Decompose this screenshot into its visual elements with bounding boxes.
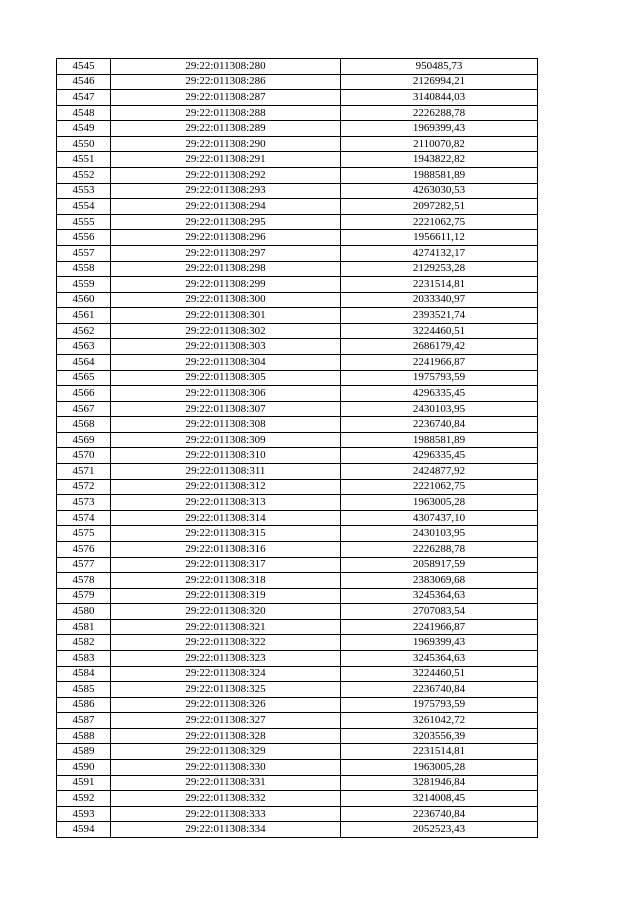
cadastral-value-cell: 3261042,72	[341, 713, 538, 729]
row-number-cell: 4551	[57, 152, 111, 168]
cadastral-number-cell: 29:22:011308:308	[111, 417, 341, 433]
cadastral-number-cell: 29:22:011308:316	[111, 541, 341, 557]
cadastral-value-cell: 1988581,89	[341, 432, 538, 448]
cadastral-number-cell: 29:22:011308:292	[111, 168, 341, 184]
cadastral-number-cell: 29:22:011308:320	[111, 604, 341, 620]
row-number-cell: 4573	[57, 495, 111, 511]
cadastral-value-cell: 4296335,45	[341, 448, 538, 464]
cadastral-number-cell: 29:22:011308:310	[111, 448, 341, 464]
cadastral-number-cell: 29:22:011308:314	[111, 510, 341, 526]
table-row	[57, 464, 538, 480]
table-row	[57, 214, 538, 230]
cadastral-value-cell: 2221062,75	[341, 479, 538, 495]
row-number-cell: 4565	[57, 370, 111, 386]
table-row	[57, 136, 538, 152]
cadastral-number-cell: 29:22:011308:307	[111, 401, 341, 417]
cadastral-value-cell: 4296335,45	[341, 386, 538, 402]
row-number-cell: 4592	[57, 791, 111, 807]
table-row	[57, 308, 538, 324]
table-row	[57, 323, 538, 339]
cadastral-value-cell: 2236740,84	[341, 417, 538, 433]
table-row	[57, 261, 538, 277]
row-number-cell: 4590	[57, 760, 111, 776]
row-number-cell: 4589	[57, 744, 111, 760]
table-row	[57, 168, 538, 184]
cadastral-value-cell: 3203556,39	[341, 728, 538, 744]
row-number-cell: 4567	[57, 401, 111, 417]
cadastral-value-cell: 2058917,59	[341, 557, 538, 573]
cadastral-number-cell: 29:22:011308:301	[111, 308, 341, 324]
row-number-cell: 4585	[57, 682, 111, 698]
cadastral-value-cell: 3140844,03	[341, 90, 538, 106]
table-row	[57, 541, 538, 557]
cadastral-value-cell: 2707083,54	[341, 604, 538, 620]
cadastral-value-cell: 1943822,82	[341, 152, 538, 168]
row-number-cell: 4550	[57, 136, 111, 152]
table-row	[57, 573, 538, 589]
row-number-cell: 4547	[57, 90, 111, 106]
table-row	[57, 682, 538, 698]
cadastral-value-cell: 1975793,59	[341, 697, 538, 713]
table-row	[57, 339, 538, 355]
row-number-cell: 4546	[57, 74, 111, 90]
cadastral-number-cell: 29:22:011308:324	[111, 666, 341, 682]
row-number-cell: 4564	[57, 354, 111, 370]
table-row	[57, 59, 538, 75]
cadastral-value-cell: 2231514,81	[341, 277, 538, 293]
cadastral-number-cell: 29:22:011308:290	[111, 136, 341, 152]
cadastral-number-cell: 29:22:011308:311	[111, 464, 341, 480]
cadastral-number-cell: 29:22:011308:298	[111, 261, 341, 277]
cadastral-value-cell: 4274132,17	[341, 245, 538, 261]
row-number-cell: 4582	[57, 635, 111, 651]
cadastral-number-cell: 29:22:011308:280	[111, 59, 341, 75]
table-row	[57, 760, 538, 776]
table-row	[57, 401, 538, 417]
table-row	[57, 510, 538, 526]
row-number-cell: 4549	[57, 121, 111, 137]
cadastral-number-cell: 29:22:011308:296	[111, 230, 341, 246]
cadastral-value-cell: 3224460,51	[341, 323, 538, 339]
table-row	[57, 479, 538, 495]
table-row	[57, 74, 538, 90]
row-number-cell: 4570	[57, 448, 111, 464]
cadastral-value-cell: 2430103,95	[341, 401, 538, 417]
cadastral-value-cell: 2129253,28	[341, 261, 538, 277]
cadastral-value-cell: 1969399,43	[341, 635, 538, 651]
table-row	[57, 199, 538, 215]
row-number-cell: 4545	[57, 59, 111, 75]
cadastral-value-cell: 3214008,45	[341, 791, 538, 807]
cadastral-value-cell: 1956611,12	[341, 230, 538, 246]
row-number-cell: 4571	[57, 464, 111, 480]
row-number-cell: 4556	[57, 230, 111, 246]
table-row	[57, 604, 538, 620]
table-body	[57, 59, 538, 838]
cadastral-value-cell: 2241966,87	[341, 354, 538, 370]
cadastral-value-cell: 2241966,87	[341, 619, 538, 635]
table-row	[57, 277, 538, 293]
row-number-cell: 4563	[57, 339, 111, 355]
row-number-cell: 4578	[57, 573, 111, 589]
row-number-cell: 4562	[57, 323, 111, 339]
row-number-cell: 4572	[57, 479, 111, 495]
cadastral-number-cell: 29:22:011308:315	[111, 526, 341, 542]
row-number-cell: 4587	[57, 713, 111, 729]
row-number-cell: 4577	[57, 557, 111, 573]
cadastral-number-cell: 29:22:011308:289	[111, 121, 341, 137]
cadastral-number-cell: 29:22:011308:300	[111, 292, 341, 308]
row-number-cell: 4588	[57, 728, 111, 744]
cadastral-number-cell: 29:22:011308:294	[111, 199, 341, 215]
cadastral-value-cell: 2126994,21	[341, 74, 538, 90]
cadastral-number-cell: 29:22:011308:319	[111, 588, 341, 604]
cadastral-value-cell: 950485,73	[341, 59, 538, 75]
cadastral-value-cell: 2686179,42	[341, 339, 538, 355]
table-row	[57, 526, 538, 542]
table-row	[57, 588, 538, 604]
cadastral-number-cell: 29:22:011308:326	[111, 697, 341, 713]
row-number-cell: 4584	[57, 666, 111, 682]
cadastral-number-cell: 29:22:011308:303	[111, 339, 341, 355]
cadastral-number-cell: 29:22:011308:331	[111, 775, 341, 791]
cadastral-value-cell: 3245364,63	[341, 588, 538, 604]
cadastral-number-cell: 29:22:011308:334	[111, 822, 341, 838]
cadastral-value-cell: 2393521,74	[341, 308, 538, 324]
cadastral-number-cell: 29:22:011308:317	[111, 557, 341, 573]
cadastral-value-cell: 2236740,84	[341, 682, 538, 698]
table-row	[57, 370, 538, 386]
cadastral-number-cell: 29:22:011308:304	[111, 354, 341, 370]
cadastral-number-cell: 29:22:011308:297	[111, 245, 341, 261]
table-row	[57, 744, 538, 760]
table-row	[57, 822, 538, 838]
table-row	[57, 245, 538, 261]
cadastral-number-cell: 29:22:011308:293	[111, 183, 341, 199]
cadastral-value-cell: 2226288,78	[341, 541, 538, 557]
table-row	[57, 432, 538, 448]
cadastral-number-cell: 29:22:011308:327	[111, 713, 341, 729]
table-row	[57, 619, 538, 635]
table-row	[57, 713, 538, 729]
row-number-cell: 4548	[57, 105, 111, 121]
cadastral-number-cell: 29:22:011308:323	[111, 650, 341, 666]
table-row	[57, 806, 538, 822]
row-number-cell: 4591	[57, 775, 111, 791]
table-row	[57, 448, 538, 464]
row-number-cell: 4586	[57, 697, 111, 713]
row-number-cell: 4569	[57, 432, 111, 448]
row-number-cell: 4560	[57, 292, 111, 308]
table-row	[57, 121, 538, 137]
row-number-cell: 4593	[57, 806, 111, 822]
row-number-cell: 4580	[57, 604, 111, 620]
row-number-cell: 4558	[57, 261, 111, 277]
cadastral-value-cell: 1975793,59	[341, 370, 538, 386]
table-row	[57, 354, 538, 370]
cadastral-number-cell: 29:22:011308:288	[111, 105, 341, 121]
row-number-cell: 4575	[57, 526, 111, 542]
cadastral-value-cell: 2430103,95	[341, 526, 538, 542]
cadastral-number-cell: 29:22:011308:309	[111, 432, 341, 448]
row-number-cell: 4553	[57, 183, 111, 199]
cadastral-number-cell: 29:22:011308:302	[111, 323, 341, 339]
cadastral-value-cell: 3224460,51	[341, 666, 538, 682]
row-number-cell: 4566	[57, 386, 111, 402]
cadastral-number-cell: 29:22:011308:291	[111, 152, 341, 168]
table-row	[57, 183, 538, 199]
cadastral-number-cell: 29:22:011308:325	[111, 682, 341, 698]
cadastral-number-cell: 29:22:011308:313	[111, 495, 341, 511]
cadastral-value-cell: 2033340,97	[341, 292, 538, 308]
cadastral-value-cell: 2236740,84	[341, 806, 538, 822]
row-number-cell: 4574	[57, 510, 111, 526]
cadastral-number-cell: 29:22:011308:328	[111, 728, 341, 744]
cadastral-number-cell: 29:22:011308:332	[111, 791, 341, 807]
cadastral-value-cell: 4307437,10	[341, 510, 538, 526]
table-row	[57, 292, 538, 308]
table-row	[57, 666, 538, 682]
table-row	[57, 417, 538, 433]
table-row	[57, 105, 538, 121]
cadastral-number-cell: 29:22:011308:330	[111, 760, 341, 776]
cadastral-number-cell: 29:22:011308:286	[111, 74, 341, 90]
row-number-cell: 4554	[57, 199, 111, 215]
cadastral-number-cell: 29:22:011308:318	[111, 573, 341, 589]
cadastral-number-cell: 29:22:011308:329	[111, 744, 341, 760]
cadastral-value-cell: 2110070,82	[341, 136, 538, 152]
cadastral-value-cell: 2383069,68	[341, 573, 538, 589]
row-number-cell: 4552	[57, 168, 111, 184]
table-row	[57, 230, 538, 246]
cadastral-value-cell: 1963005,28	[341, 760, 538, 776]
cadastral-number-cell: 29:22:011308:305	[111, 370, 341, 386]
cadastral-value-cell: 3245364,63	[341, 650, 538, 666]
cadastral-value-cell: 2231514,81	[341, 744, 538, 760]
row-number-cell: 4561	[57, 308, 111, 324]
row-number-cell: 4559	[57, 277, 111, 293]
cadastral-value-cell: 2097282,51	[341, 199, 538, 215]
cadastral-value-cell: 3281946,84	[341, 775, 538, 791]
table-row	[57, 791, 538, 807]
cadastral-value-cell: 1969399,43	[341, 121, 538, 137]
table-row	[57, 557, 538, 573]
table-row	[57, 152, 538, 168]
cadastral-number-cell: 29:22:011308:321	[111, 619, 341, 635]
table-row	[57, 697, 538, 713]
cadastral-number-cell: 29:22:011308:299	[111, 277, 341, 293]
table-row	[57, 635, 538, 651]
row-number-cell: 4579	[57, 588, 111, 604]
cadastral-value-cell: 2221062,75	[341, 214, 538, 230]
row-number-cell: 4568	[57, 417, 111, 433]
row-number-cell: 4576	[57, 541, 111, 557]
table-row	[57, 650, 538, 666]
cadastral-number-cell: 29:22:011308:306	[111, 386, 341, 402]
table-row	[57, 495, 538, 511]
table-row	[57, 775, 538, 791]
cadastral-value-cell: 4263030,53	[341, 183, 538, 199]
row-number-cell: 4594	[57, 822, 111, 838]
cadastral-value-cell: 2226288,78	[341, 105, 538, 121]
cadastral-value-table	[56, 58, 538, 838]
cadastral-number-cell: 29:22:011308:287	[111, 90, 341, 106]
row-number-cell: 4555	[57, 214, 111, 230]
cadastral-number-cell: 29:22:011308:295	[111, 214, 341, 230]
row-number-cell: 4583	[57, 650, 111, 666]
row-number-cell: 4581	[57, 619, 111, 635]
table-row	[57, 90, 538, 106]
table-row	[57, 386, 538, 402]
row-number-cell: 4557	[57, 245, 111, 261]
cadastral-number-cell: 29:22:011308:333	[111, 806, 341, 822]
table-row	[57, 728, 538, 744]
cadastral-number-cell: 29:22:011308:312	[111, 479, 341, 495]
cadastral-value-cell: 2424877,92	[341, 464, 538, 480]
cadastral-value-cell: 2052523,43	[341, 822, 538, 838]
cadastral-value-cell: 1963005,28	[341, 495, 538, 511]
cadastral-value-cell: 1988581,89	[341, 168, 538, 184]
cadastral-number-cell: 29:22:011308:322	[111, 635, 341, 651]
